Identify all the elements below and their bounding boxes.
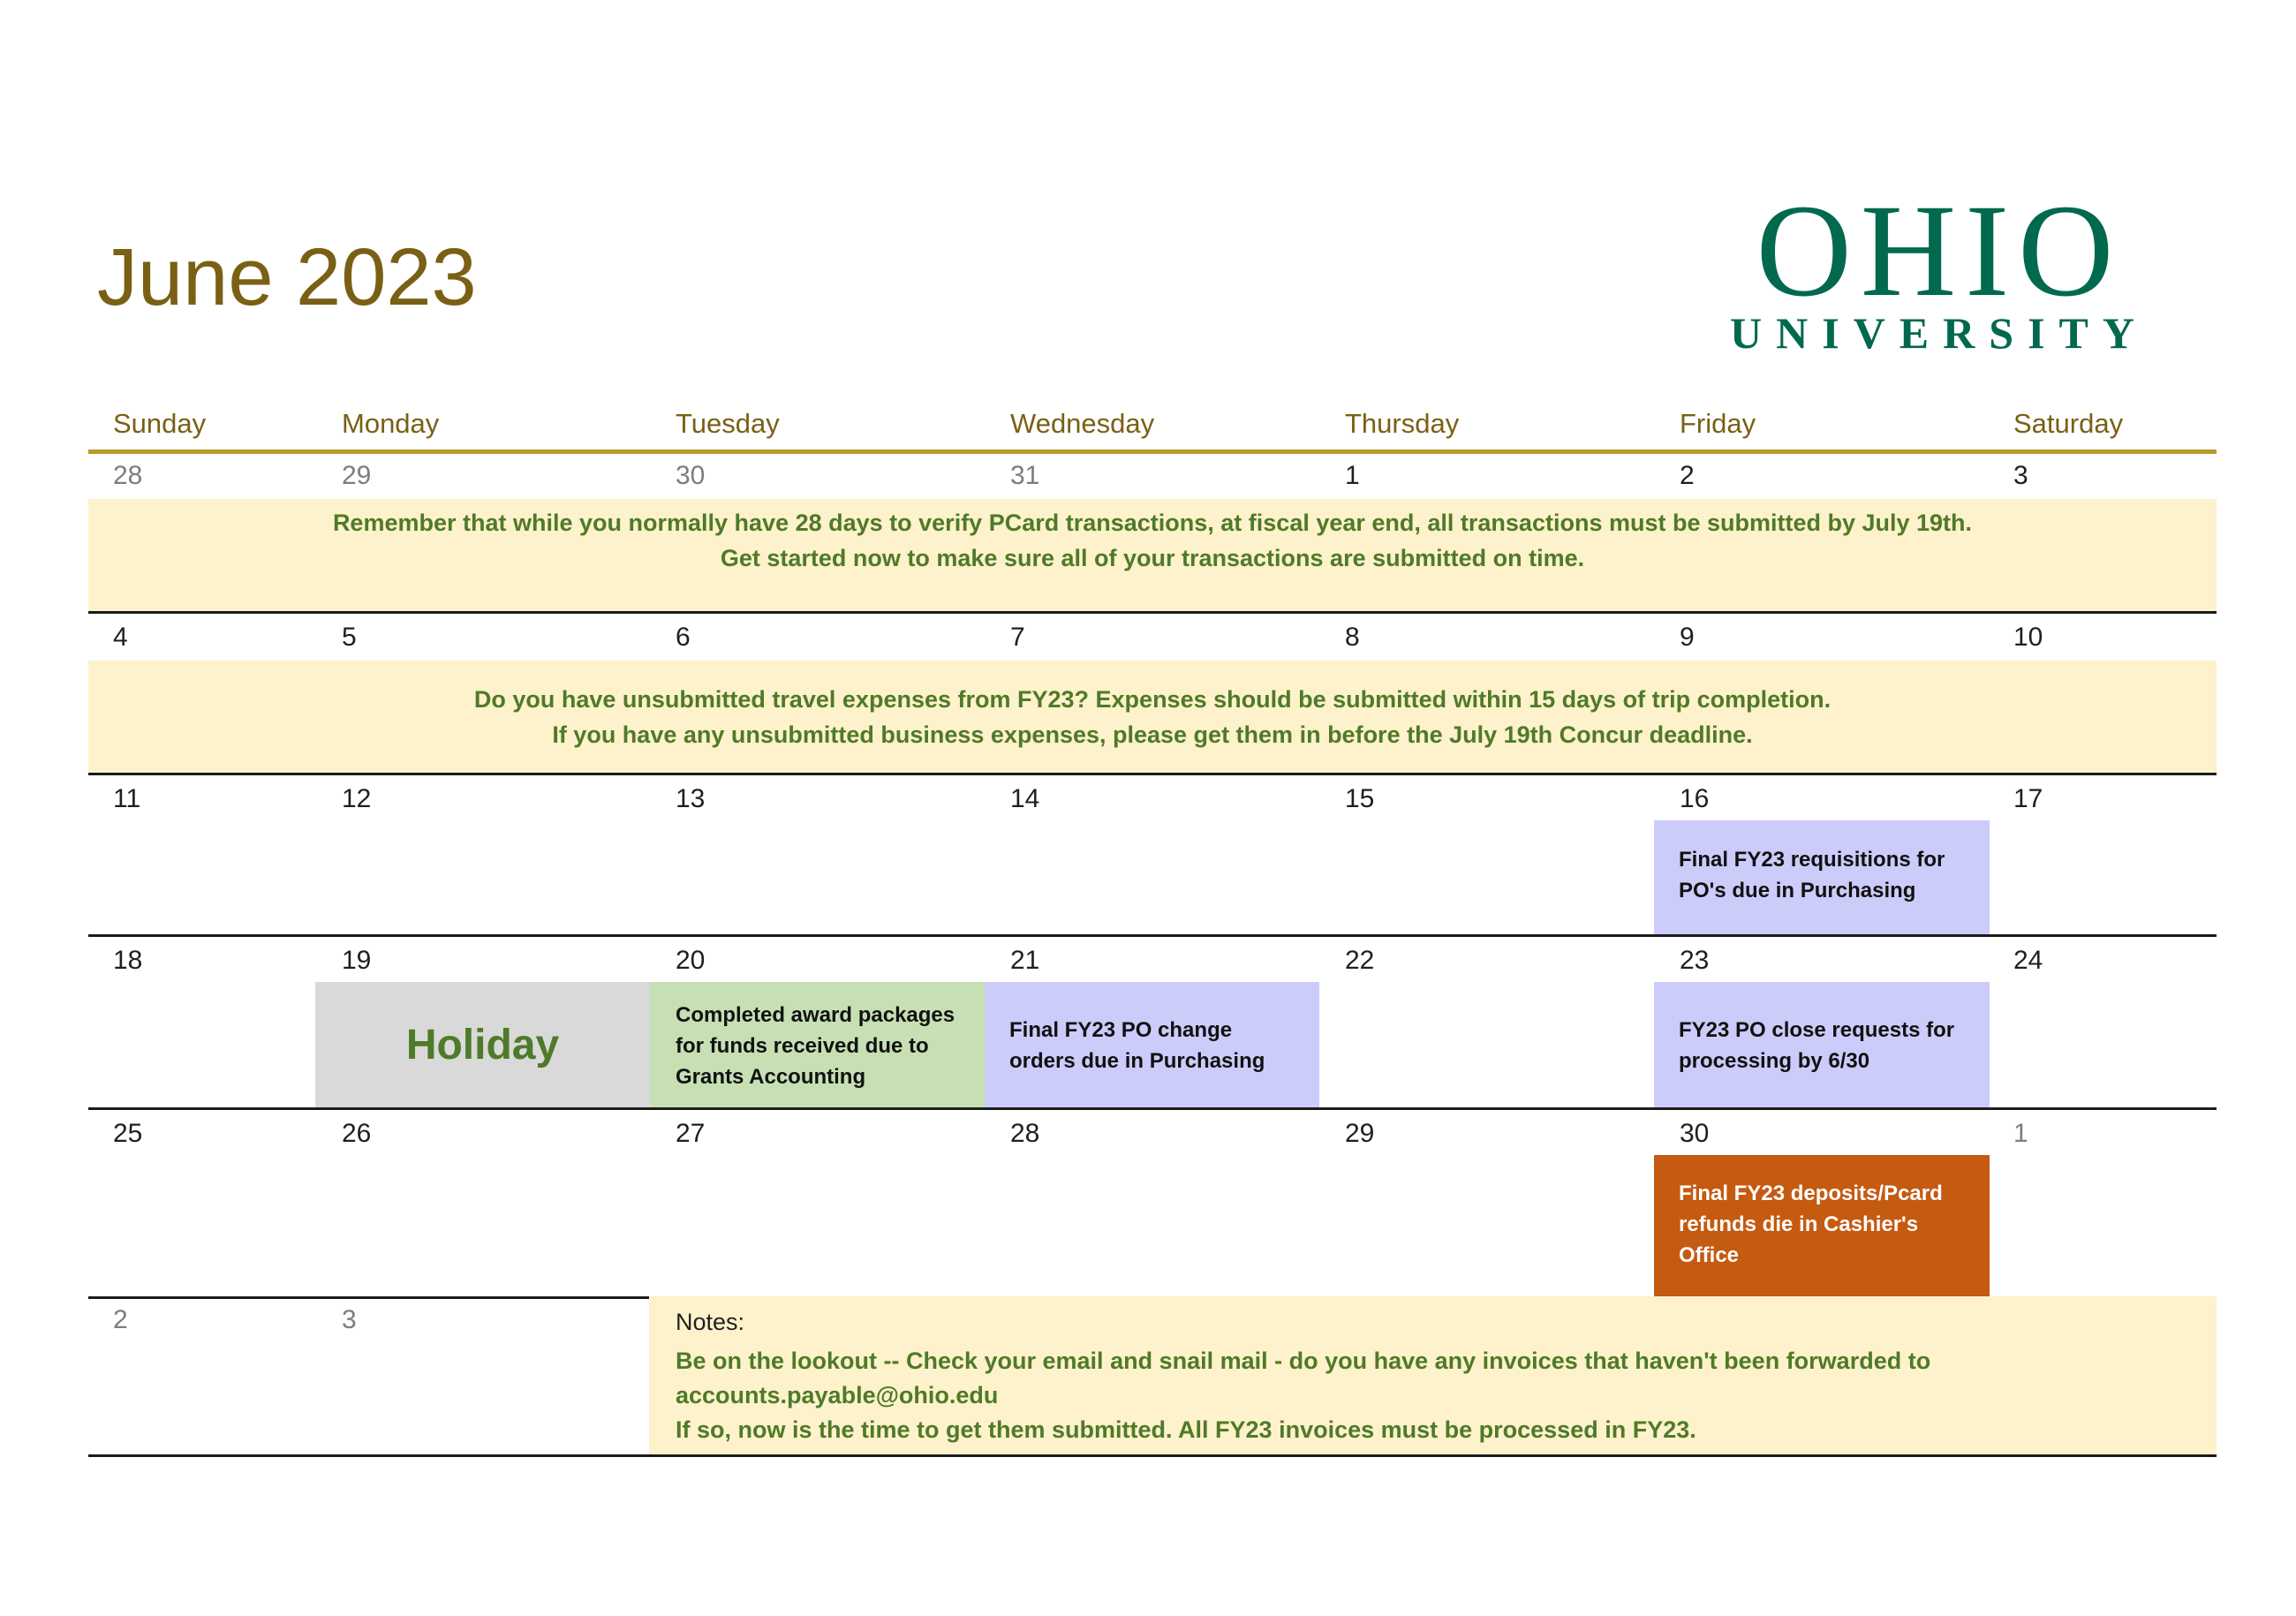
day-number: 28 [113,461,143,490]
day-number: 27 [676,1119,706,1148]
day-name-wednesday: Wednesday [1010,408,1155,439]
day-number: 1 [2013,1119,2028,1148]
event-deposits-refunds-due: Final FY23 deposits/Pcard refunds die in Cashier's Office [1654,1155,1990,1296]
day-name-monday: Monday [342,408,440,439]
page-title: June 2023 [97,232,477,322]
day-number: 6 [676,623,691,652]
holiday-block [315,982,650,1107]
notes-line: Be on the lookout -- Check your email and snail mail - do you have any invoices that haven't been forwarded to [676,1348,1931,1374]
day-number: 2 [1680,461,1695,490]
day-number: 10 [2013,623,2043,652]
day-number: 5 [342,623,357,652]
day-name-friday: Friday [1680,408,1756,439]
travel-expenses-banner [88,661,2217,773]
notes-box [649,1296,2217,1454]
day-number: 24 [2013,946,2043,975]
notes-line: If so, now is the time to get them submitted. All FY23 invoices must be processed in FY23. [676,1416,1696,1443]
holiday-label: Holiday [405,1021,560,1069]
day-number: 28 [1010,1119,1040,1148]
day-number: 17 [2013,784,2043,813]
day-number: 22 [1345,946,1375,975]
week-divider [88,934,2217,937]
day-number: 25 [113,1119,143,1148]
day-number: 13 [676,784,706,813]
day-name-saturday: Saturday [2013,408,2124,439]
day-number: 15 [1345,784,1375,813]
day-number: 29 [342,461,372,490]
week-divider [88,773,2217,775]
banner-line: Get started now to make sure all of your transactions are submitted on time. [720,545,1585,571]
day-number: 29 [1345,1119,1375,1148]
day-number: 30 [1680,1119,1710,1148]
day-number: 16 [1680,784,1710,813]
day-number: 3 [342,1305,357,1334]
day-number: 26 [342,1119,372,1148]
day-number: 23 [1680,946,1710,975]
day-name-sunday: Sunday [113,408,207,439]
day-number: 14 [1010,784,1040,813]
day-name-tuesday: Tuesday [676,408,780,439]
notes-email: accounts.payable@ohio.edu [676,1382,999,1408]
header-divider [88,449,2217,454]
day-number: 19 [342,946,372,975]
day-number: 31 [1010,461,1040,490]
logo-ohio-text: OHIO [1756,196,2123,324]
event-po-change-orders-due: Final FY23 PO change orders due in Purchasing [985,982,1319,1107]
day-number: 3 [2013,461,2028,490]
day-number: 2 [113,1305,128,1334]
day-number: 30 [676,461,706,490]
event-award-packages-due: Completed award packages for funds received due to Grants Accounting [650,982,985,1107]
day-number: 1 [1345,461,1360,490]
day-number: 12 [342,784,372,813]
day-number: 11 [113,784,141,813]
day-number: 20 [676,946,706,975]
notes-label: Notes: [676,1309,745,1335]
event-po-close-requests: FY23 PO close requests for processing by 6/30 [1654,982,1990,1107]
day-number: 18 [113,946,143,975]
day-number: 9 [1680,623,1695,652]
day-number: 7 [1010,623,1025,652]
pcard-reminder-banner [88,499,2217,611]
banner-line: Do you have unsubmitted travel expenses from FY23? Expenses should be submitted within 15 days of trip completion. [473,686,1832,713]
day-number: 21 [1010,946,1040,975]
week-divider [88,611,2217,614]
event-requisitions-due: Final FY23 requisitions for PO's due in Purchasing [1654,820,1990,934]
banner-line: If you have any unsubmitted business expenses, please get them in before the July 19th Concur deadline. [552,721,1753,748]
calendar-bottom-border [88,1454,2217,1457]
day-name-thursday: Thursday [1345,408,1460,439]
banner-line: Remember that while you normally have 28 days to verify PCard transactions, at fiscal year end, all transactions must be submitted by July 19th. [332,510,1973,536]
day-number: 4 [113,623,128,652]
week-divider [88,1107,2217,1110]
logo-university-text: UNIVERSITY [1730,308,2149,357]
day-number: 8 [1345,623,1360,652]
ohio-university-logo [1709,196,2170,357]
